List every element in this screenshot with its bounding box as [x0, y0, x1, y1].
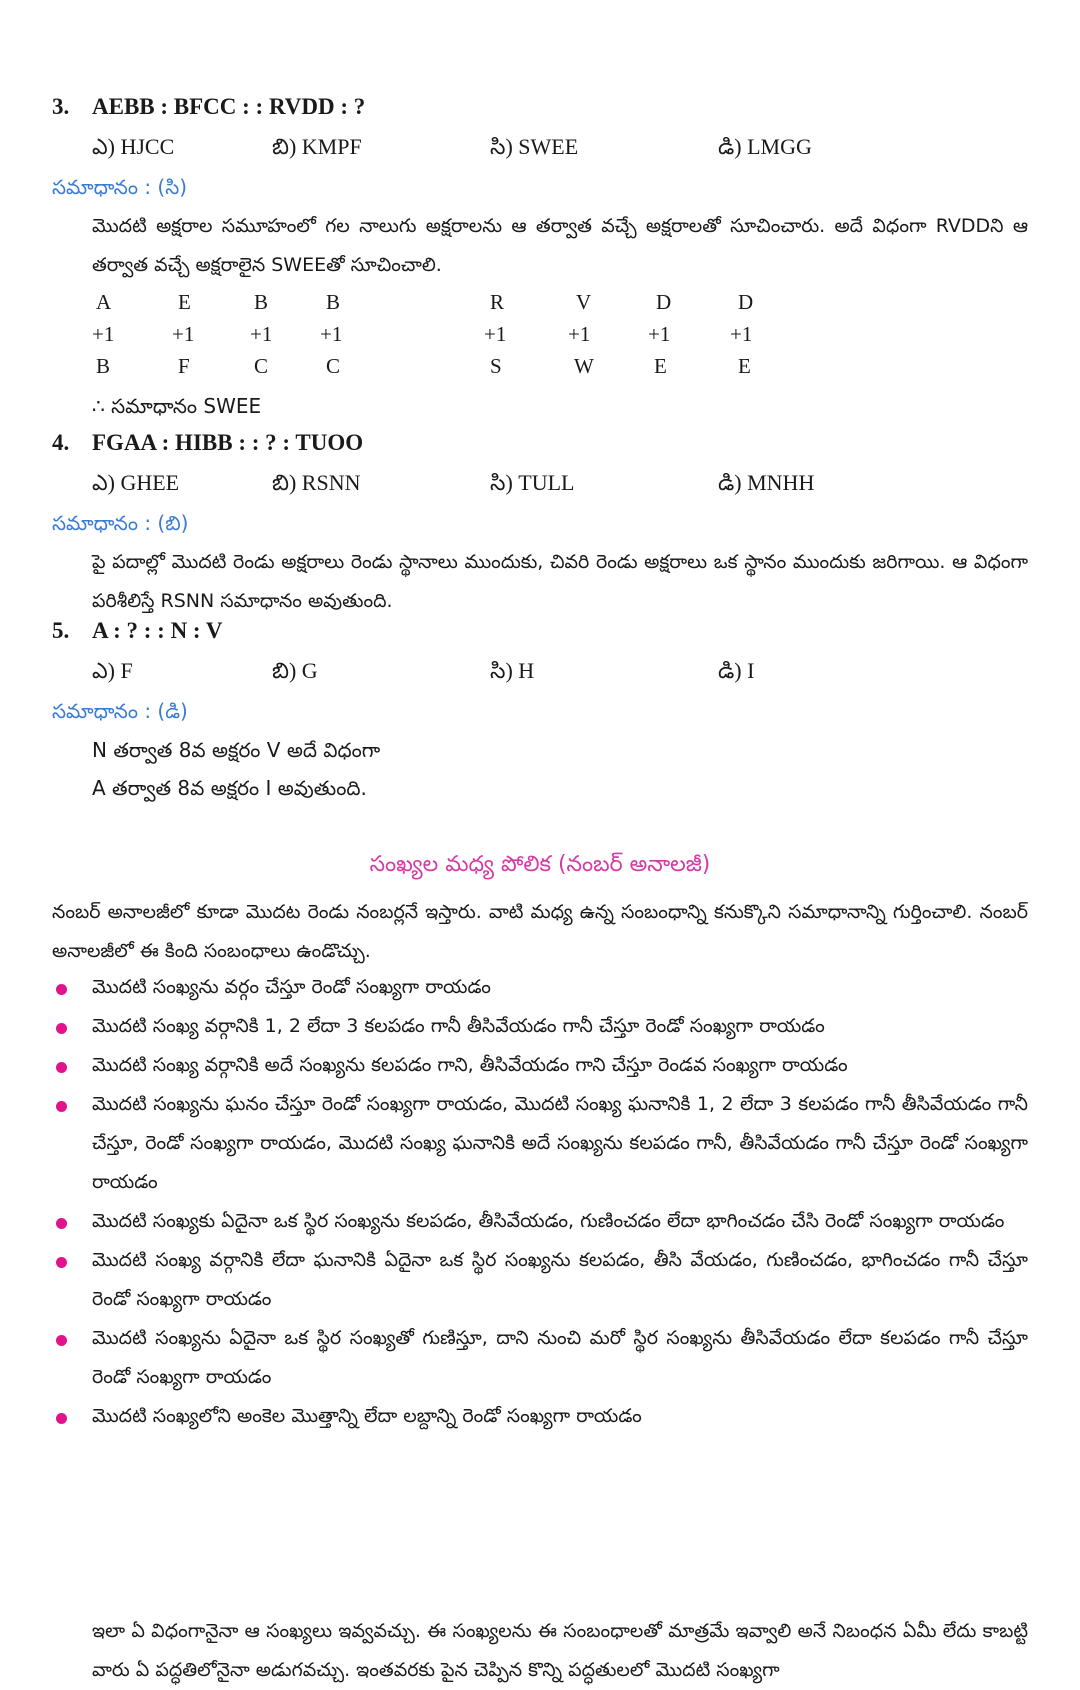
question-4 — [52, 430, 363, 456]
solution-label-q5: సమాధానం : (డి) — [52, 699, 188, 723]
list-item — [52, 1046, 1028, 1085]
option-b: బి) KMPF — [272, 134, 362, 159]
list-item-text: మొదటి సంఖ్యను ఘనం చేస్తూ రెండో సంఖ్యగా రాయడం, మొదటి సంఖ్య ఘనానికి 1, 2 లేదా 3 కలపడం గానీ తీసివేయడం గానీ చేస్తూ, రెండో సంఖ్యగా రాయడం, మొదటి సంఖ్య ఘనానికి అదే సంఖ్యను కలపడం గానీ, తీసివేయడం గానీ చేస్తూ రెండో సంఖ్యగా రాయడం — [92, 1093, 1028, 1193]
grid-cell: +1 — [730, 322, 753, 346]
question-text: A : ? : : N : V — [92, 618, 223, 643]
section-intro: నంబర్ అనాలజీలో కూడా మొదట రెండు నంబర్లనే ఇస్తారు. వాటి మధ్య ఉన్న సంబంధాన్ని కనుక్కొని సమాధానాన్ని గుర్తించాలి. నంబర్ అనాలజీలో ఈ కింది సంబంధాలు ఉండొచ్చు. — [52, 901, 1028, 962]
grid-cell: B — [326, 290, 341, 314]
question-number: 3. — [52, 94, 70, 119]
list-item — [52, 1202, 1028, 1241]
grid-cell: C — [254, 354, 269, 378]
bullet-icon — [56, 1101, 67, 1112]
bullet-icon — [56, 1413, 67, 1424]
list-item — [52, 968, 1028, 1007]
grid-cell: C — [326, 354, 341, 378]
option-a: ఎ) GHEE — [92, 470, 180, 495]
grid-cell: D — [656, 290, 672, 314]
grid-cell: +1 — [568, 322, 591, 346]
grid-cell: B — [254, 290, 269, 314]
relationship-list — [52, 968, 1028, 1436]
question-text: FGAA : HIBB : : ? : TUOO — [92, 430, 364, 455]
explanation-q5-line2: A తర్వాత 8వ అక్షరం I అవుతుంది. — [92, 776, 367, 800]
section-heading: సంఖ్యల మధ్య పోలిక (నంబర్ అనాలజీ) — [369, 852, 711, 877]
list-item-text: మొదటి సంఖ్యలోని అంకెల మొత్తాన్ని లేదా లబ్దాన్ని రెండో సంఖ్యగా రాయడం — [92, 1405, 642, 1427]
grid-cell: F — [178, 354, 190, 378]
list-item-text: మొదటి సంఖ్యను వర్గం చేస్తూ రెండో సంఖ్యగా రాయడం — [92, 976, 491, 998]
option-a: ఎ) F — [92, 658, 133, 683]
solution-label-q3: సమాధానం : (సి) — [52, 175, 188, 199]
list-item-text: మొదటి సంఖ్య వర్గానికి 1, 2 లేదా 3 కలపడం గానీ తీసివేయడం గానీ చేస్తూ రెండో సంఖ్యగా రాయడం — [92, 1015, 825, 1037]
list-item-text: మొదటి సంఖ్య వర్గానికి అదే సంఖ్యను కలపడం గాని, తీసివేయడం గాని చేస్తూ రెండవ సంఖ్యగా రాయడం — [92, 1054, 848, 1076]
question-number: 5. — [52, 618, 70, 643]
grid-cell: S — [490, 354, 502, 378]
solution-label-q4: సమాధానం : (బి) — [52, 511, 189, 535]
grid-cell: A — [96, 290, 112, 314]
explanation-q3: మొదటి అక్షరాల సమూహంలో గల నాలుగు అక్షరాలను ఆ తర్వాత వచ్చే అక్షరాలతో సూచించారు. అదే విధంగా RVDDని ఆ తర్వాత వచ్చే అక్షరాలైన SWEEతో సూచించాలి. — [92, 215, 1028, 276]
explanation-q4: పై పదాల్లో మొదటి రెండు అక్షరాలు రెండు స్థానాలు ముందుకు, చివరి రెండు అక్షరాలు ఒక స్థానం ముందుకు జరిగాయి. ఆ విధంగా పరిశీలిస్తే RSNN సమాధానం అవుతుంది. — [92, 551, 1028, 612]
grid-cell: R — [490, 290, 505, 314]
bullet-icon — [56, 1257, 67, 1268]
bullet-icon — [56, 1023, 67, 1034]
list-item — [52, 1241, 1028, 1319]
grid-cell: +1 — [92, 322, 115, 346]
conclusion-q3: ∴ సమాధానం SWEE — [92, 394, 262, 418]
list-item — [52, 1085, 1028, 1202]
question-5 — [52, 618, 223, 644]
grid-cell: V — [576, 290, 592, 314]
grid-cell: B — [96, 354, 111, 378]
question-text: AEBB : BFCC : : RVDD : ? — [92, 94, 366, 119]
bullet-icon — [56, 1062, 67, 1073]
list-item — [52, 1007, 1028, 1046]
option-c: సి) SWEE — [490, 134, 579, 159]
grid-cell: +1 — [172, 322, 195, 346]
list-item-text: మొదటి సంఖ్య వర్గానికి లేదా ఘనానికి ఏదైనా ఒక స్థిర సంఖ్యను కలపడం, తీసి వేయడం, గుణించడం, భాగించడం గానీ చేస్తూ రెండో సంఖ్యగా రాయడం — [92, 1249, 1028, 1310]
list-item — [52, 1397, 1028, 1436]
option-b: బి) RSNN — [272, 470, 361, 495]
option-c: సి) H — [490, 658, 535, 683]
grid-cell: E — [738, 354, 751, 378]
option-d: డి) I — [718, 658, 755, 683]
closing-paragraph: ఇలా ఏ విధంగానైనా ఆ సంఖ్యలు ఇవ్వవచ్చు. ఈ సంఖ్యలను ఈ సంబంధాలతో మాత్రమే ఇవ్వాలి అనే నిబంధన ఏమీ లేదు కాబట్టి వారు ఏ పద్ధతిలోనైనా అడుగవచ్చు. ఇంతవరకు పైన చెప్పిన కొన్ని పద్ధతులలో మొదటి సంఖ్యగా — [92, 1620, 1028, 1681]
grid-cell: +1 — [648, 322, 671, 346]
grid-cell: +1 — [320, 322, 343, 346]
option-b: బి) G — [272, 658, 318, 683]
bullet-icon — [56, 984, 67, 995]
explanation-q5-line1: N తర్వాత 8వ అక్షరం V అదే విధంగా — [92, 738, 381, 762]
grid-cell: W — [574, 354, 594, 378]
option-a: ఎ) HJCC — [92, 134, 175, 159]
grid-cell: +1 — [250, 322, 273, 346]
option-d: డి) LMGG — [718, 134, 812, 159]
grid-cell: +1 — [484, 322, 507, 346]
question-number: 4. — [52, 430, 70, 455]
list-item-text: మొదటి సంఖ్యను ఏదైనా ఒక స్థిర సంఖ్యతో గుణిస్తూ, దాని నుంచి మరో స్థిర సంఖ్యను తీసివేయడం లేదా కలపడం గానీ చేస్తూ రెండో సంఖ్యగా రాయడం — [92, 1327, 1028, 1388]
grid-cell: D — [738, 290, 754, 314]
grid-cell: E — [654, 354, 667, 378]
option-d: డి) MNHH — [718, 470, 815, 495]
bullet-icon — [56, 1218, 67, 1229]
question-3 — [52, 94, 365, 120]
option-c: సి) TULL — [490, 470, 575, 495]
bullet-icon — [56, 1335, 67, 1346]
grid-cell: E — [178, 290, 191, 314]
list-item-text: మొదటి సంఖ్యకు ఏదైనా ఒక స్థిర సంఖ్యను కలపడం, తీసివేయడం, గుణించడం లేదా భాగించడం చేసి రెండో సంఖ్యగా రాయడం — [92, 1210, 1005, 1232]
list-item — [52, 1319, 1028, 1397]
